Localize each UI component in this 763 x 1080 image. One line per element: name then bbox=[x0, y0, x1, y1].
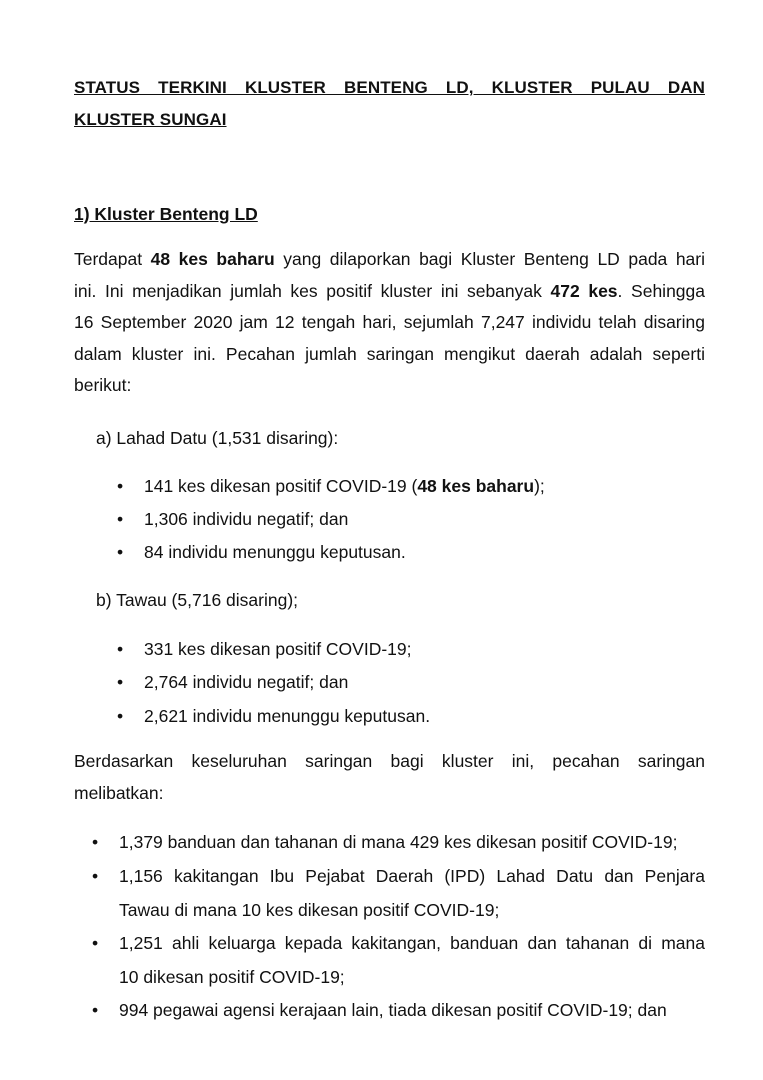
breakdown-item: • 994 pegawai agensi kerajaan lain, tiada dikesan positif COVID-19; dan bbox=[119, 994, 705, 1028]
bullet-icon: • bbox=[92, 933, 99, 953]
list-item: • 84 individu menunggu keputusan. bbox=[117, 542, 406, 562]
list-item: • 331 kes dikesan positif COVID-19; bbox=[117, 639, 412, 659]
bullet-icon: • bbox=[117, 509, 124, 529]
list-item: • 141 kes dikesan positif COVID-19 (48 kes baharu); bbox=[117, 476, 545, 496]
intro-line-1: Terdapat 48 kes baharu yang dilaporkan bagi Kluster Benteng LD pada hari bbox=[74, 249, 706, 269]
breakdown-item: • 1,379 banduan dan tahanan di mana 429 kes dikesan positif COVID-19; bbox=[119, 826, 705, 860]
bullet-icon: • bbox=[92, 832, 99, 852]
list-item: • 2,764 individu negatif; dan bbox=[117, 672, 349, 692]
total-cases-highlight: 472 kes bbox=[550, 280, 618, 301]
intro-line-4: dalam kluster ini. Pecahan jumlah saringan mengikut daerah adalah seperti bbox=[74, 343, 705, 364]
new-cases-highlight: 48 kes baharu bbox=[150, 249, 275, 269]
intro-paragraph bbox=[74, 244, 705, 402]
list-item: • 1,306 individu negatif; dan bbox=[117, 509, 349, 529]
breakdown-item: • 1,156 kakitangan Ibu Pejabat Daerah (IPD) Lahad Datu dan Penjara Tawau di mana 10 kes dikesan positif COVID-19; bbox=[119, 860, 705, 927]
list-item: • 2,621 individu menunggu keputusan. bbox=[117, 706, 431, 726]
bullet-icon: • bbox=[92, 1000, 99, 1020]
bullet-icon: • bbox=[117, 542, 124, 562]
title-line-1: STATUS TERKINI KLUSTER BENTENG LD, KLUSTER PULAU DAN bbox=[74, 78, 705, 97]
intro-line-5: berikut: bbox=[74, 375, 132, 395]
breakdown-item: • 1,251 ahli keluarga kepada kakitangan, banduan dan tahanan di mana 10 dikesan positif COVID-19; bbox=[119, 927, 705, 994]
section-heading: 1) Kluster Benteng LD bbox=[74, 204, 258, 224]
intro-line-3: 16 September 2020 jam 12 tengah hari, sejumlah 7,247 individu telah disaring bbox=[74, 312, 705, 332]
district-label-tawau: b) Tawau (5,716 disaring); bbox=[96, 590, 299, 610]
breakdown-intro: Berdasarkan keseluruhan saringan bagi kluster ini, pecahan saringan melibatkan: bbox=[74, 751, 705, 803]
bullet-icon: • bbox=[117, 672, 124, 692]
district-label-lahad-datu: a) Lahad Datu (1,531 disaring): bbox=[96, 428, 339, 448]
title-line-2: KLUSTER SUNGAI bbox=[74, 110, 227, 129]
bullet-icon: • bbox=[117, 476, 124, 496]
bullet-icon: • bbox=[117, 706, 124, 726]
intro-line-2: ini. Ini menjadikan jumlah kes positif kluster ini sebanyak 472 kes. Sehingga bbox=[74, 280, 705, 301]
bullet-icon: • bbox=[92, 866, 99, 886]
document-title bbox=[74, 72, 705, 136]
bullet-icon: • bbox=[117, 639, 124, 659]
